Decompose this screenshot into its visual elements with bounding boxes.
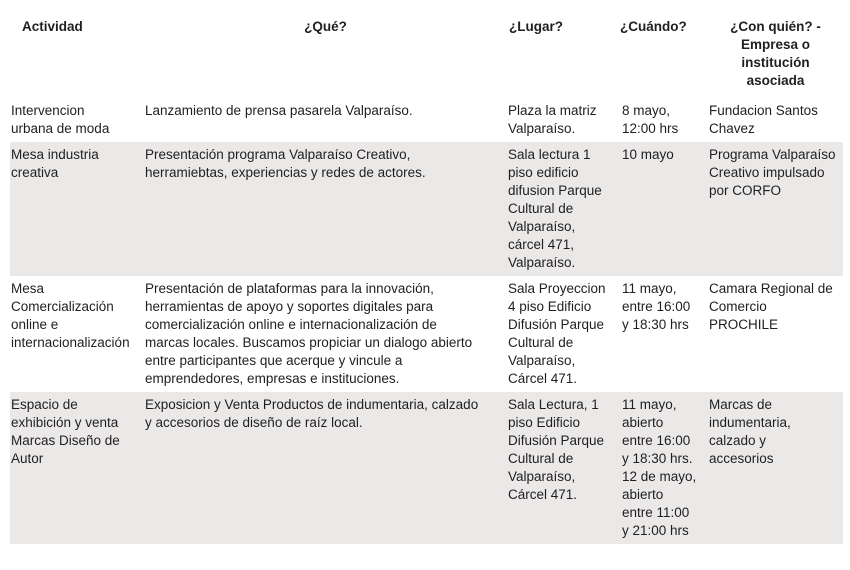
cell-cuando: 10 mayo [622, 147, 674, 162]
header-cuando: ¿Cuándo? [620, 19, 687, 34]
cell-cuando: 11 mayo, entre 16:00 y 18:30 hrs [622, 281, 691, 332]
cell-quien: Fundacion Santos Chavez [709, 103, 818, 136]
cell-quien: Programa Valparaíso Creativo impulsado por CORFO [709, 147, 836, 198]
cell-lugar: Plaza la matriz Valparaíso. [508, 103, 597, 136]
cell-cuando: 8 mayo, 12:00 hrs [622, 103, 679, 136]
cell-actividad: Espacio de exhibición y venta Marcas Diseño de Autor [11, 397, 120, 466]
cell-lugar: Sala Lectura, 1 piso Edificio Difusión Parque Cultural de Valparaíso, Cárcel 471. [508, 397, 605, 502]
cell-cuando: 11 mayo, abierto entre 16:00 y 18:30 hrs. 12 de mayo, abierto entre 11:00 y 21:00 hrs [622, 397, 697, 538]
table-row [10, 142, 843, 276]
cell-quien: Camara Regional de Comercio PROCHILE [709, 281, 833, 332]
cell-lugar: Sala Proyeccion 4 piso Edificio Difusión Parque Cultural de Valparaíso, Cárcel 471. [508, 281, 606, 386]
header-quien: ¿Con quién? - Empresa o institución asociada [730, 19, 821, 88]
header-que: ¿Qué? [304, 19, 347, 34]
cell-actividad: Mesa Comercialización online e internacionalización [11, 281, 130, 350]
header-actividad: Actividad [22, 19, 83, 34]
table-header [10, 14, 843, 98]
table-row [10, 392, 843, 544]
table-row [10, 98, 843, 142]
header-lugar: ¿Lugar? [509, 19, 563, 34]
cell-que: Presentación de plataformas para la innovación, herramientas de apoyo y soportes digitales para comercialización online e internacionalización de marcas locales. Buscamos propiciar un dialogo abierto entre participantes que acerque y vincule a emprendedores, empresas e instituciones. [145, 281, 473, 386]
cell-que: Lanzamiento de prensa pasarela Valparaíso. [145, 103, 413, 118]
table-row [10, 276, 843, 392]
cell-quien: Marcas de indumentaria, calzado y accesorios [709, 397, 791, 466]
cell-que: Presentación programa Valparaíso Creativo, herramiebtas, experiencias y redes de actores. [145, 147, 426, 180]
cell-que: Exposicion y Venta Productos de indumentaria, calzado y accesorios de diseño de raíz local. [145, 397, 479, 430]
cell-lugar: Sala lectura 1 piso edificio difusion Parque Cultural de Valparaíso, cárcel 471, Valparaíso. [508, 147, 602, 270]
events-table [10, 14, 843, 544]
cell-actividad: Intervencion urbana de moda [11, 103, 110, 136]
cell-actividad: Mesa industria creativa [11, 147, 99, 180]
